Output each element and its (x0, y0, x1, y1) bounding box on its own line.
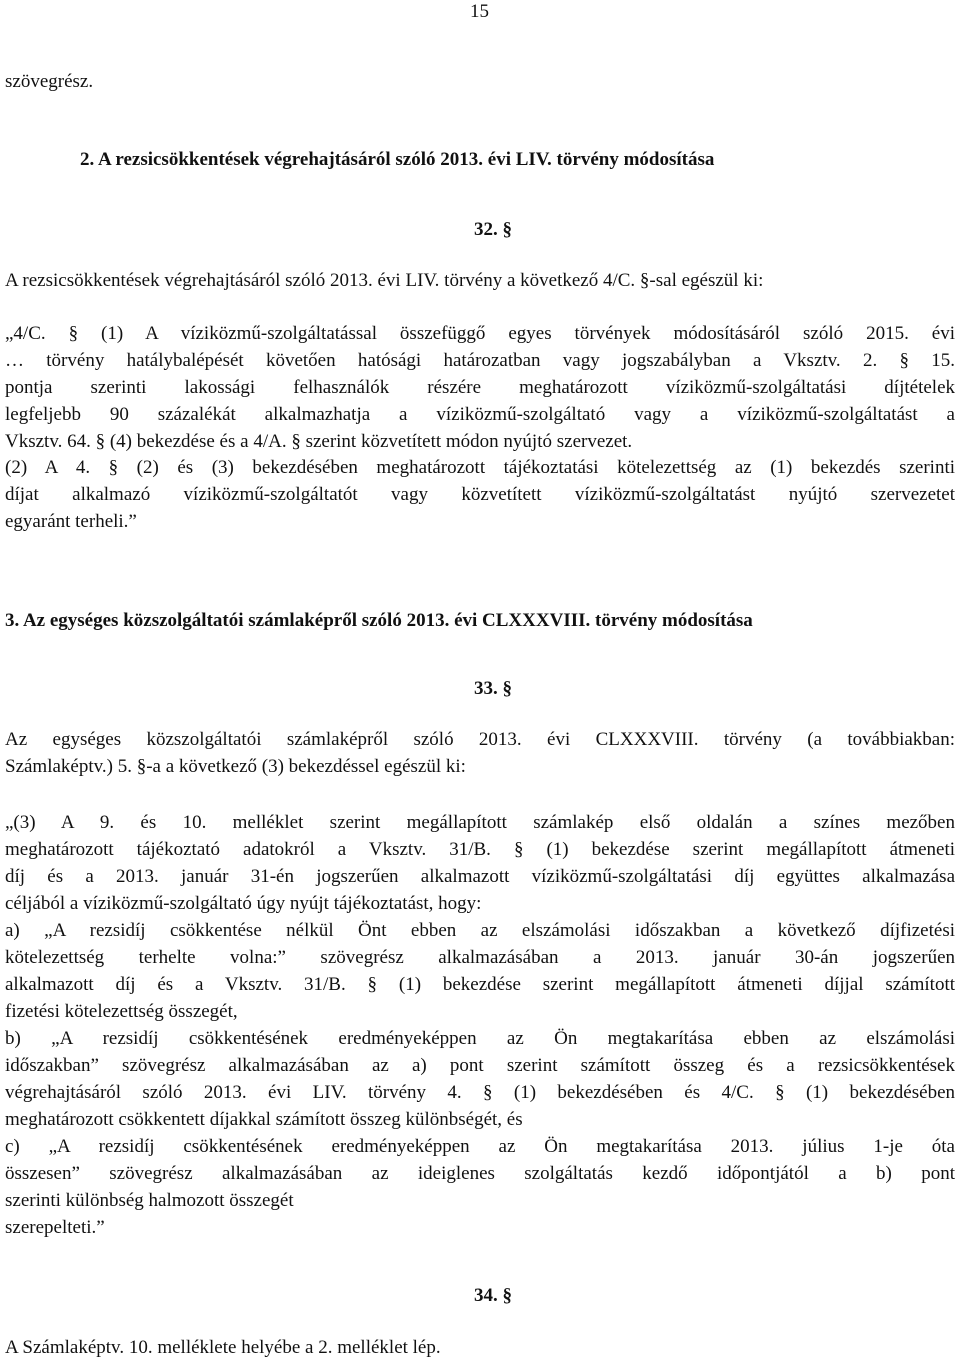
text-line: fizetési kötelezettség összegét, (5, 1001, 238, 1022)
text-line: „(3) A 9. és 10. melléklet szerint megállapított számlakép első oldalán a színes mezőben (5, 812, 955, 833)
text-line: meghatározott csökkentett díjakkal számított összeg különbségét, és (5, 1109, 523, 1130)
section-heading: 3. Az egységes közszolgáltatói számlaképről szóló 2013. évi CLXXXVIII. törvény módosítása (5, 610, 753, 631)
text-line: pontja szerinti lakossági felhasználók részére meghatározott víziközmű-szolgáltatási díjtételek (5, 377, 955, 398)
text-line: végrehajtásáról szóló 2013. évi LIV. törvény 4. § (1) bekezdésében és 4/C. § (1) bekezdésében (5, 1082, 955, 1103)
text-line: összesen” szövegrész alkalmazásában az ideiglenes szolgáltatás kezdő időpontjától a b) pont (5, 1163, 955, 1184)
text-line: szerepelteti.” (5, 1217, 105, 1238)
paragraph-number: 33. § (474, 678, 512, 699)
text-line: időszakban” szövegrész alkalmazásában az a) pont szerint számított összeg és a rezsicsökkentések (5, 1055, 955, 1076)
text-line: Számlaképtv.) 5. §-a a következő (3) bekezdéssel egészül ki: (5, 756, 466, 777)
page-number: 15 (470, 1, 489, 22)
text-line: … törvény hatálybalépését követően hatósági határozatban vagy jogszabályban a Vksztv. 2. § 15. (5, 350, 955, 371)
paragraph-number: 32. § (474, 219, 512, 240)
text-line: Vksztv. 64. § (4) bekezdése és a 4/A. § szerint közvetített módon nyújtó szervezet. (5, 431, 633, 452)
text-line: a) „A rezsidíj csökkentése nélkül Önt ebben az elszámolási időszakban a következő díjfizetési (5, 920, 955, 941)
text-line: „4/C. § (1) A víziközmű-szolgáltatással összefüggő egyes törvények módosításáról szóló 2015. évi (5, 323, 955, 344)
text-line: A Számlaképtv. 10. melléklete helyébe a 2. melléklet lép. (5, 1337, 441, 1358)
text-line: c) „A rezsidíj csökkentésének eredményeképpen az Ön megtakarítása 2013. július 1-je óta (5, 1136, 955, 1157)
text-line: kötelezettség terhelte volna:” szövegrész alkalmazásában a 2013. január 30-án jogszerűen (5, 947, 955, 968)
text-line: céljából a víziközmű-szolgáltató úgy nyújt tájékoztatást, hogy: (5, 893, 482, 914)
text-line: b) „A rezsidíj csökkentésének eredményeképpen az Ön megtakarítása ebben az elszámolási (5, 1028, 955, 1049)
text-line: meghatározott tájékoztató adatokról a Vksztv. 31/B. § (1) bekezdése szerint megállapított átmeneti (5, 839, 955, 860)
text-line: egyaránt terheli.” (5, 511, 137, 532)
text-line: díjat alkalmazó víziközmű-szolgáltatót vagy közvetített víziközmű-szolgáltatást nyújtó szervezetet (5, 484, 955, 505)
text-line: alkalmazott díj és a Vksztv. 31/B. § (1) bekezdése szerint megállapított átmeneti díjjal számított (5, 974, 955, 995)
text-line: legfeljebb 90 százalékát alkalmazhatja a víziközmű-szolgáltató vagy a víziközmű-szolgáltatást a (5, 404, 955, 425)
text-line: A rezsicsökkentések végrehajtásáról szóló 2013. évi LIV. törvény a következő 4/C. §-sal egészül ki: (5, 270, 764, 291)
text-line: szövegrész. (5, 71, 94, 92)
text-line: Az egységes közszolgáltatói számlaképről szóló 2013. évi CLXXXVIII. törvény (a továbbiakban: (5, 729, 955, 750)
text-line: (2) A 4. § (2) és (3) bekezdésében meghatározott tájékoztatási kötelezettség az (1) bekezdés szerinti (5, 457, 955, 478)
section-heading: 2. A rezsicsökkentések végrehajtásáról szóló 2013. évi LIV. törvény módosítása (80, 149, 715, 170)
paragraph-number: 34. § (474, 1285, 512, 1306)
text-line: szerinti különbség halmozott összegét (5, 1190, 294, 1211)
text-line: díj és a 2013. január 31-én jogszerűen alkalmazott víziközmű-szolgáltatási díj együttes alkalmazása (5, 866, 955, 887)
